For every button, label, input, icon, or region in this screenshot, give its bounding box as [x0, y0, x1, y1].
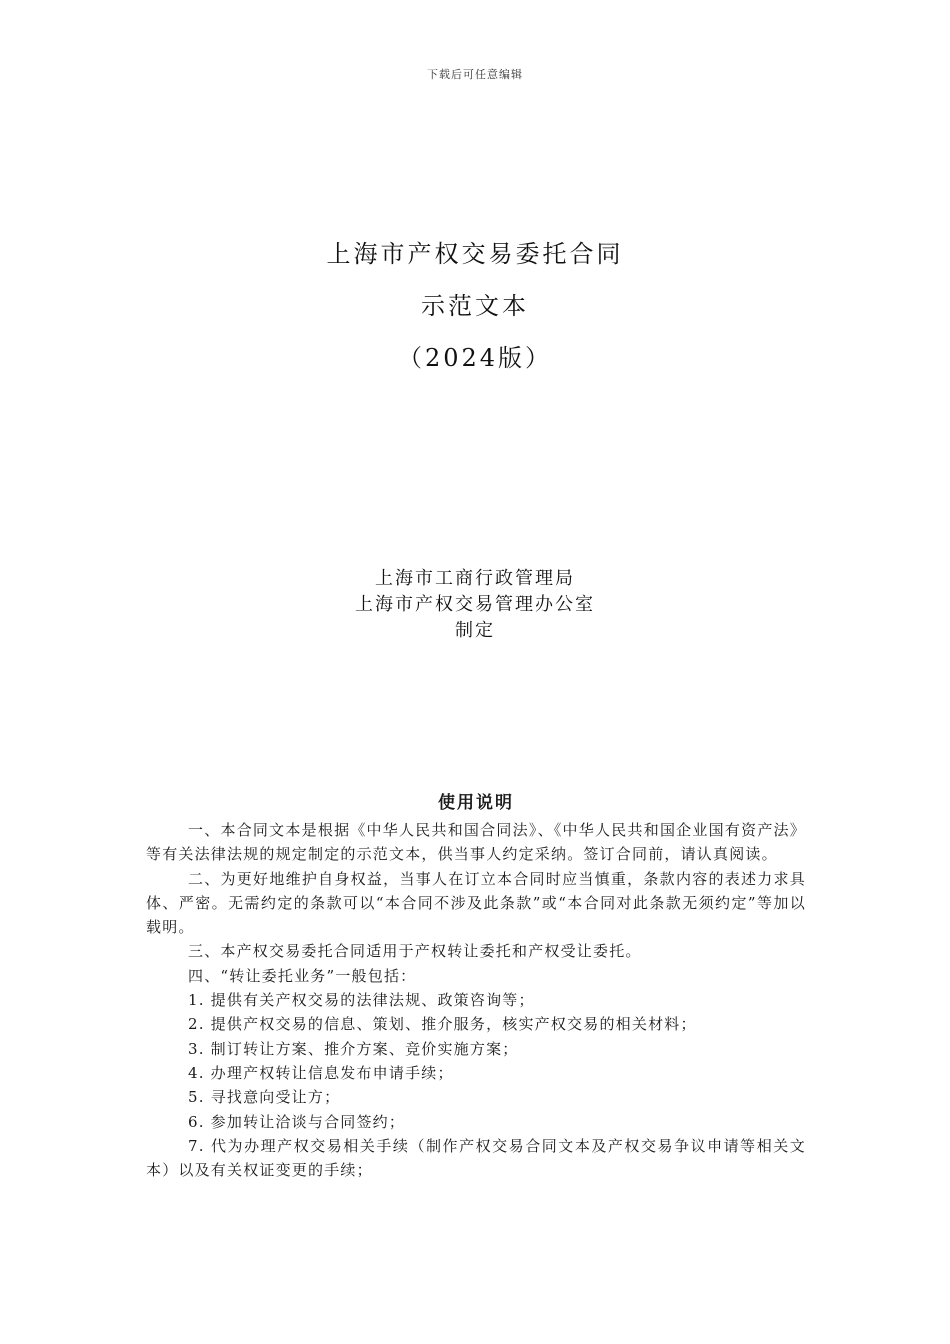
instruction-paragraph: 四、“转让委托业务”一般包括：: [188, 966, 417, 985]
usage-instructions: [146, 790, 806, 1182]
instructions-heading: 使用说明: [438, 793, 514, 813]
instruction-list-item: 1. 提供有关产权交易的法律法规、政策咨询等；: [188, 991, 535, 1010]
document-title: [0, 228, 950, 384]
instruction-list-item: 3. 制订转让方案、推介方案、竞价实施方案；: [188, 1039, 519, 1058]
issuer-line-2: 上海市产权交易管理办公室: [355, 594, 595, 615]
issuing-organizations: [0, 566, 950, 644]
instruction-paragraph: 二、为更好地维护自身权益，当事人在订立本合同时应当慎重，条款内容的表述力求具体、严密。无需约定的条款可以“本合同不涉及此条款”或“本合同对此条款无须约定”等加以载明。: [146, 869, 806, 937]
instruction-list-item: 7. 代为办理产权交易相关手续（制作产权交易合同文本及产权交易争议申请等相关文本）以及有关权证变更的手续；: [146, 1136, 806, 1180]
issuer-line-3: 制定: [455, 620, 495, 641]
header-note: 下载后可任意编辑: [427, 68, 523, 81]
title-line-1: 上海市产权交易委托合同: [326, 240, 624, 268]
title-line-3: （2024版）: [397, 344, 553, 372]
instruction-paragraph: 三、本产权交易委托合同适用于产权转让委托和产权受让委托。: [188, 942, 642, 961]
instruction-list-item: 2. 提供产权交易的信息、策划、推介服务，核实产权交易的相关材料；: [188, 1015, 697, 1034]
title-line-2: 示范文本: [421, 292, 529, 320]
instruction-list-item: 5. 寻找意向受让方；: [188, 1088, 341, 1107]
issuer-line-1: 上海市工商行政管理局: [375, 568, 575, 589]
instruction-paragraph: 一、本合同文本是根据《中华人民共和国合同法》、《中华人民共和国企业国有资产法》等有关法律法规的规定制定的示范文本，供当事人约定采纳。签订合同前，请认真阅读。: [146, 821, 806, 864]
instruction-list-item: 6. 参加转让洽谈与合同签约；: [188, 1112, 406, 1131]
instruction-list-item: 4. 办理产权转让信息发布申请手续；: [188, 1063, 454, 1082]
